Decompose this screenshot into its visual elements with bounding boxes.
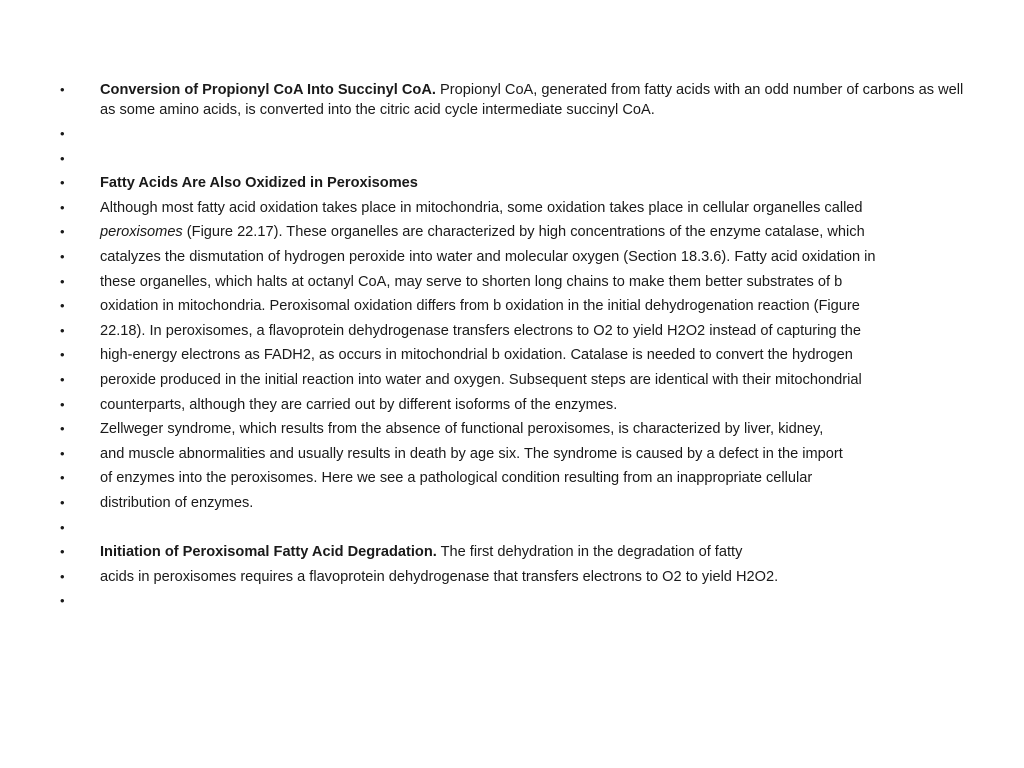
bullet-text: The first dehydration in the degradation of fatty	[436, 544, 743, 561]
bullet-text: 22.18). In peroxisomes, a flavoprotein dehydrogenase transfers electrons to O2 to yield H2O2 instead of capturing the	[100, 322, 861, 339]
bullet-item-20	[58, 567, 970, 587]
bullet-text: (Figure 22.17). These organelles are characterized by high concentrations of the enzyme catalase, which	[182, 224, 865, 241]
bullet-item-5	[58, 198, 970, 218]
bullet-item-8	[58, 272, 970, 292]
bullet-item-6	[58, 222, 970, 242]
bullet-text: catalyzes the dismutation of hydrogen peroxide into water and molecular oxygen (Section 18.3.6). Fatty acid oxidation in	[100, 248, 876, 265]
bullet-text: and muscle abnormalities and usually results in death by age six. The syndrome is caused by a defect in the import	[100, 445, 843, 462]
bullet-item-7	[58, 247, 970, 267]
bullet-list	[58, 80, 970, 616]
bullet-item-18	[58, 518, 970, 538]
heading-initiation: Initiation of Peroxisomal Fatty Acid Degradation.	[100, 544, 437, 561]
bullet-text: Although most fatty acid oxidation takes place in mitochondria, some oxidation takes place in cellular organelles called	[100, 199, 863, 216]
bullet-text: these organelles, which halts at octanyl CoA, may serve to shorten long chains to make them better substrates of b	[100, 273, 843, 290]
bullet-text: oxidation in mitochondria. Peroxisomal oxidation differs from b oxidation in the initial dehydrogenation reaction (Figure	[100, 298, 860, 315]
bullet-item-1	[58, 80, 970, 120]
bullet-item-16	[58, 468, 970, 488]
bullet-text: acids in peroxisomes requires a flavoprotein dehydrogenase that transfers electrons to O2 to yield H2O2.	[100, 568, 779, 585]
bullet-text: Zellweger syndrome, which results from the absence of functional peroxisomes, is characterized by liver, kidney,	[100, 421, 824, 438]
bullet-item-11	[58, 345, 970, 365]
bullet-item-17	[58, 493, 970, 513]
heading-peroxisomes: Fatty Acids Are Also Oxidized in Peroxisomes	[100, 175, 418, 192]
bullet-item-10	[58, 321, 970, 341]
bullet-item-19	[58, 542, 970, 562]
bullet-item-15	[58, 444, 970, 464]
heading-propionyl-conversion: Conversion of Propionyl CoA Into Succinyl CoA.	[100, 82, 436, 98]
bullet-item-9	[58, 296, 970, 316]
bullet-item-21	[58, 591, 970, 611]
bullet-item-13	[58, 395, 970, 415]
bullet-text: distribution of enzymes.	[100, 494, 254, 511]
bullet-text: high-energy electrons as FADH2, as occurs in mitochondrial b oxidation. Catalase is needed to convert the hydrogen	[100, 347, 853, 364]
term-peroxisomes: peroxisomes	[100, 224, 183, 241]
bullet-item-14	[58, 419, 970, 439]
bullet-text: peroxide produced in the initial reaction into water and oxygen. Subsequent steps are identical with their mitochondrial	[100, 371, 862, 388]
bullet-item-4	[58, 173, 970, 193]
bullet-text: Propionyl CoA, generated from fatty acids with an odd number of carbons as well as some amino acids, is converted into the citric acid cycle intermediate succinyl CoA.	[100, 82, 964, 118]
bullet-text: of enzymes into the peroxisomes. Here we see a pathological condition resulting from an inappropriate cellular	[100, 470, 813, 487]
bullet-text: counterparts, although they are carried out by different isoforms of the enzymes.	[100, 396, 618, 413]
bullet-item-12	[58, 370, 970, 390]
bullet-item-2	[58, 124, 970, 144]
bullet-item-3	[58, 149, 970, 169]
